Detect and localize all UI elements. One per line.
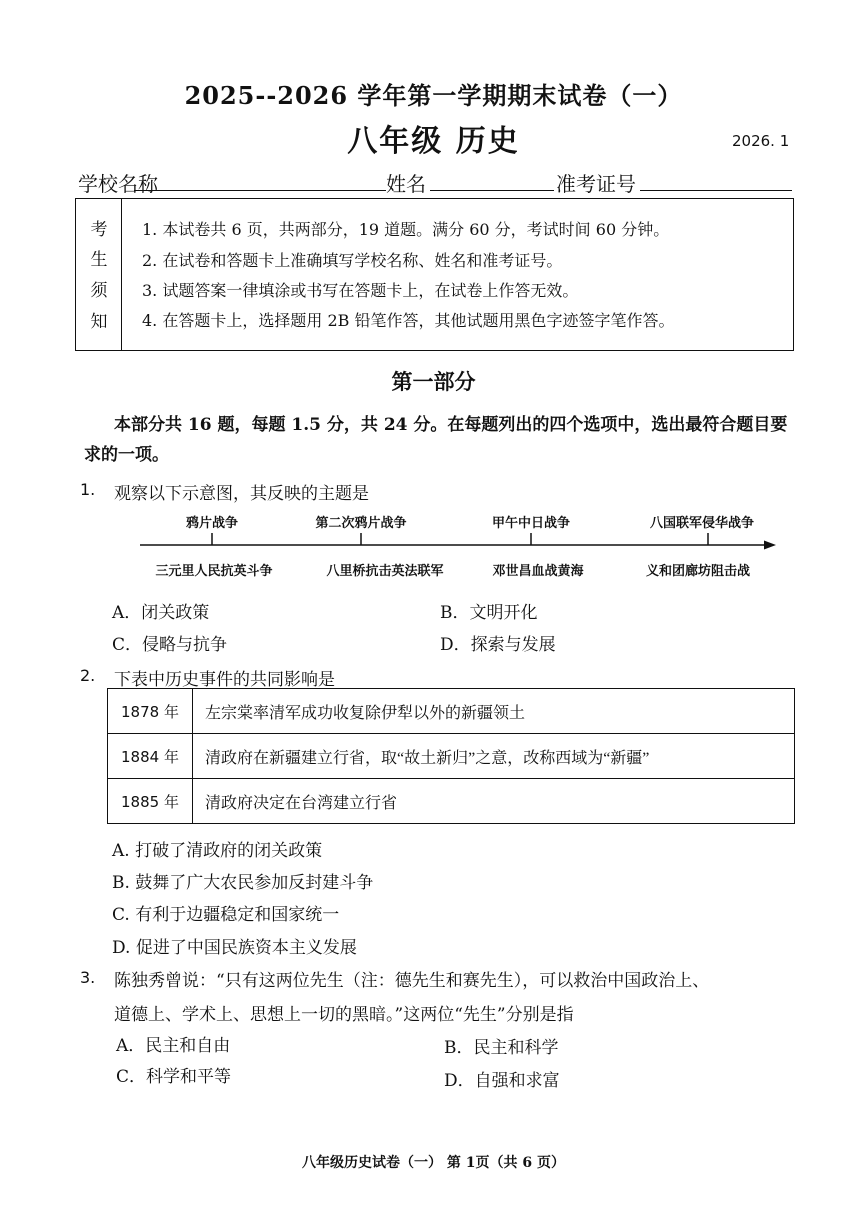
answer-option: B. 鼓舞了广大农民参加反封建斗争 — [112, 873, 374, 893]
instructions-heading-char: 生 — [90, 250, 108, 270]
instructions-heading — [76, 199, 122, 350]
instruction-item: 2. 在试卷和答题卡上准确填写学校名称、姓名和准考证号。 — [142, 251, 563, 270]
timeline-resistance-label: 八里桥抗击英法联军 — [326, 564, 444, 579]
page-footer: 八年级历史试卷（一） 第 1页（共 6 页） — [302, 1155, 565, 1171]
event-year: 1878 年 — [108, 689, 193, 734]
student-info-line — [78, 168, 798, 198]
answer-option: A．闭关政策 — [112, 603, 210, 623]
instruction-item: 4. 在答题卡上，选择题用 2B 铅笔作答，其他试题用黑色字迹签字笔作答。 — [142, 311, 675, 330]
section-title: 第一部分 — [391, 369, 476, 394]
instructions-heading-char: 考 — [90, 220, 108, 240]
event-description: 清政府决定在台湾建立行省 — [193, 779, 795, 824]
timeline-event-label: 八国联军侵华战争 — [649, 516, 754, 531]
school-name-blank[interactable] — [134, 190, 386, 191]
table-row — [108, 734, 795, 779]
exam-title: 2025--2026 学年第一学期期末试卷（一） — [184, 81, 683, 110]
timeline-event-label: 鸦片战争 — [185, 516, 238, 531]
answer-option: D．自强和求富 — [444, 1071, 560, 1091]
timeline-resistance-label: 邓世昌血战黄海 — [492, 564, 584, 579]
answer-option: B．民主和科学 — [444, 1038, 559, 1058]
events-table — [107, 688, 795, 824]
event-description: 左宗棠率清军成功收复除伊犁以外的新疆领土 — [193, 689, 795, 734]
answer-option: D．探索与发展 — [440, 635, 556, 655]
instruction-item: 1. 本试卷共 6 页，共两部分，19 道题。满分 60 分，考试时间 60 分钟。 — [142, 220, 670, 239]
timeline-event-label: 甲午中日战争 — [491, 516, 570, 531]
name-blank[interactable] — [430, 190, 554, 191]
table-row — [108, 689, 795, 734]
instructions-heading-char: 须 — [90, 281, 108, 301]
question-number: 2. — [80, 666, 96, 685]
exam-id-blank[interactable] — [640, 190, 792, 191]
timeline-resistance-label: 三元里人民抗英斗争 — [155, 564, 273, 579]
answer-option: D. 促进了中国民族资本主义发展 — [112, 938, 357, 958]
exam-date: 2026. 1 — [732, 132, 790, 150]
question-number: 3. — [80, 968, 96, 987]
answer-option: C．科学和平等 — [116, 1067, 232, 1087]
table-row — [108, 779, 795, 824]
timeline-arrow-head — [764, 541, 776, 550]
question-number: 1. — [80, 480, 96, 499]
exam-subtitle: 八年级 历史 — [347, 124, 520, 159]
timeline-resistance-label: 义和团廊坊阻击战 — [645, 564, 750, 579]
answer-option: B．文明开化 — [440, 603, 538, 623]
school-name-label: 学校名称 — [78, 172, 158, 196]
exam-id-label: 准考证号 — [556, 172, 636, 196]
instruction-item: 3. 试题答案一律填涂或书写在答题卡上，在试卷上作答无效。 — [142, 281, 579, 300]
event-year: 1884 年 — [108, 734, 193, 779]
section-intro: 本部分共 16 题，每题 1.5 分，共 24 分。在每题列出的四个选项中，选出最符合题目要求的一项。 — [84, 415, 788, 465]
answer-option: C. 有利于边疆稳定和国家统一 — [112, 905, 340, 925]
exam-instructions-box — [75, 198, 794, 351]
answer-option: C．侵略与抗争 — [112, 635, 228, 655]
answer-option: A．民主和自由 — [116, 1036, 231, 1056]
question-stem: 观察以下示意图，其反映的主题是 — [114, 484, 369, 504]
question-stem-continued: 道德上、学术上、思想上一切的黑暗。”这两位“先生”分别是指 — [114, 1005, 574, 1025]
instructions-heading-char: 知 — [90, 312, 108, 332]
name-label: 姓名 — [386, 172, 426, 196]
timeline-event-label: 第二次鸦片战争 — [315, 516, 407, 531]
event-description: 清政府在新疆建立行省，取“故土新归”之意，改称西域为“新疆” — [193, 734, 795, 779]
answer-option: A. 打破了清政府的闭关政策 — [112, 841, 323, 861]
question-stem: 陈独秀曾说：“只有这两位先生（注：德先生和赛先生），可以救治中国政治上、 — [114, 971, 710, 991]
question-stem: 下表中历史事件的共同影响是 — [114, 670, 335, 690]
event-year: 1885 年 — [108, 779, 193, 824]
